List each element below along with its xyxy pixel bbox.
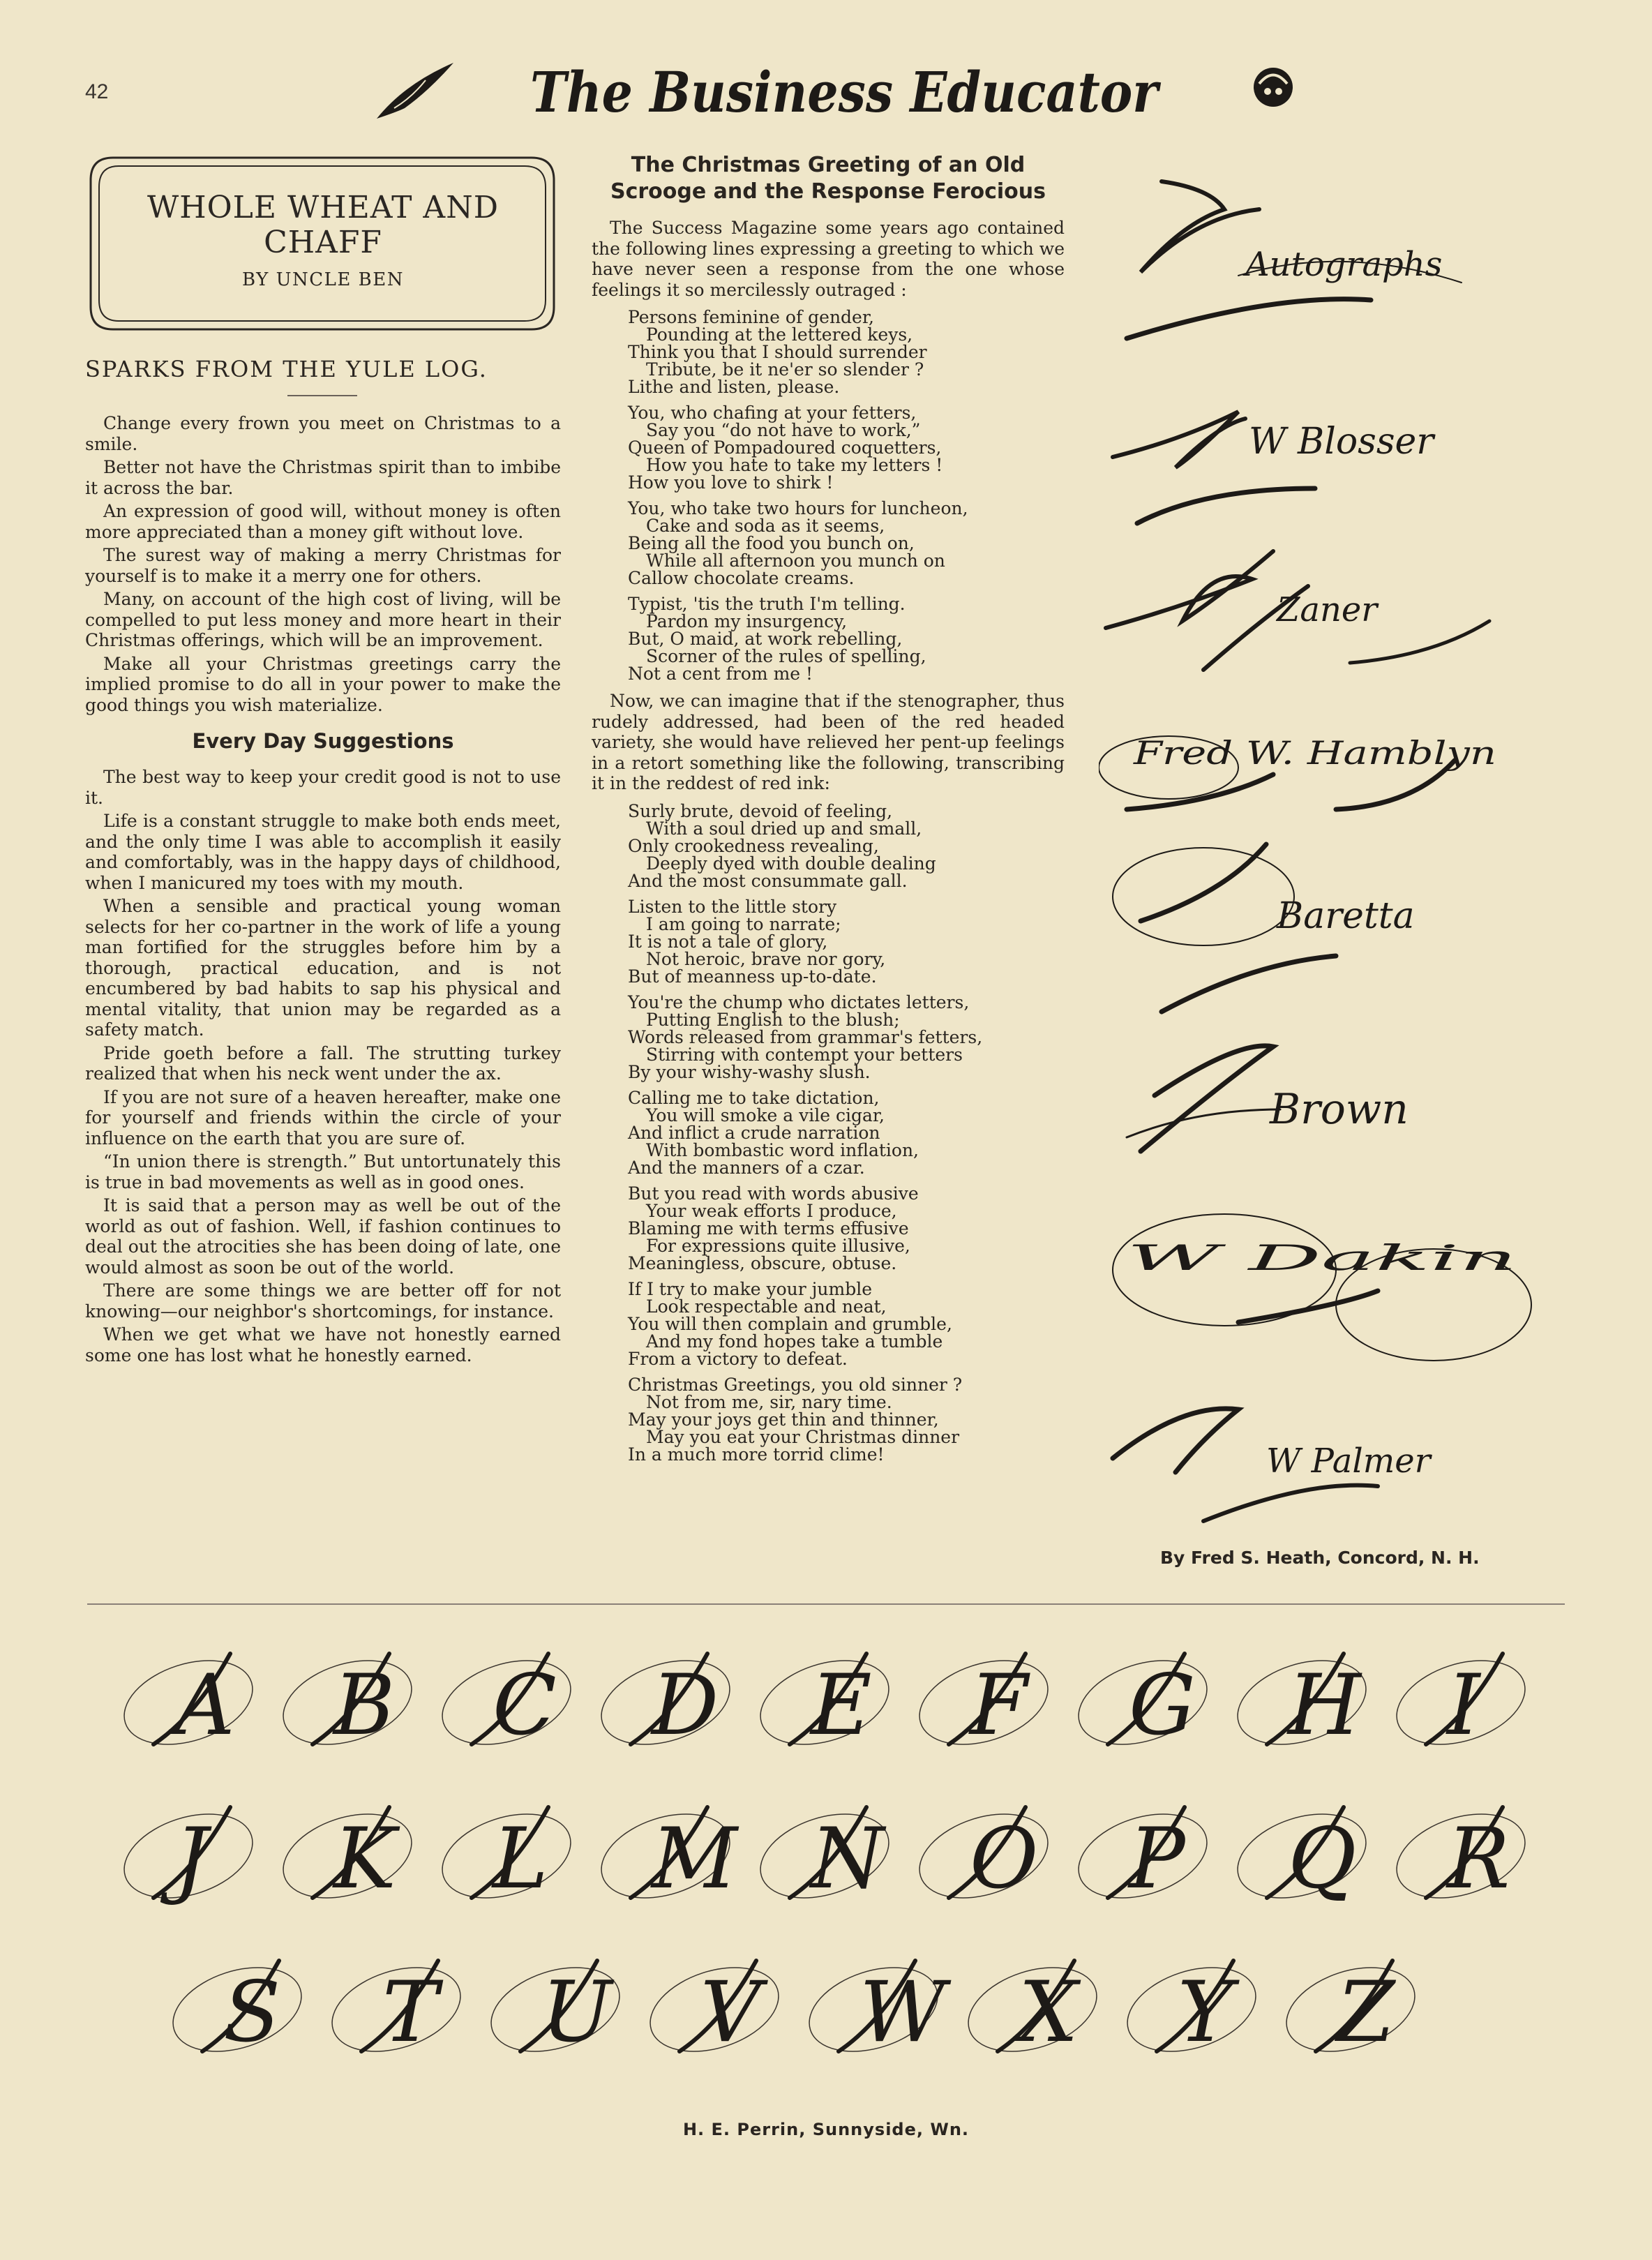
poem-line: Callow chocolate creams. bbox=[628, 568, 855, 588]
poem-line: You will then complain and grumble, bbox=[628, 1313, 952, 1334]
poem-line: Typist, 'tis the truth I'm telling. bbox=[628, 594, 906, 614]
paragraph: If you are not sure of a heaven hereafter, make one for yourself and friends within the circle of your influence on the earth that you are sure of. bbox=[85, 1086, 561, 1148]
poem-line: Not a cent from me ! bbox=[628, 664, 813, 684]
paragraph: The surest way of making a merry Christmas for yourself is to make it a merry one for others. bbox=[85, 545, 561, 586]
paragraph: Many, on account of the high cost of living, will be compelled to put less money and more heart in their Christmas offerings, which will be an improvement. bbox=[85, 589, 561, 650]
poem-line: You will smoke a vile cigar, bbox=[646, 1105, 885, 1125]
poem-line: And the most consummate gall. bbox=[628, 870, 908, 891]
poem-line: Persons feminine of gender, bbox=[628, 307, 874, 327]
column-christmas-greeting bbox=[592, 152, 1065, 1463]
poem-line: And the manners of a czar. bbox=[628, 1157, 865, 1178]
paragraph: Make all your Christmas greetings carry the implied promise to do all in your power to make the good things you wish materialize. bbox=[85, 653, 561, 715]
poem-line: It is not a tale of glory, bbox=[628, 931, 828, 952]
poem-line: You, who take two hours for luncheon, bbox=[628, 498, 968, 518]
letter-glyph: J bbox=[174, 1811, 209, 1908]
capital-letter-z bbox=[1276, 1952, 1426, 2066]
poem-line: Not from me, sir, nary time. bbox=[646, 1391, 892, 1412]
poem-line: Meaningless, obscure, obtuse. bbox=[628, 1252, 897, 1273]
alphabet-credit: H. E. Perrin, Sunnyside, Wn. bbox=[682, 2120, 970, 2139]
masthead bbox=[363, 42, 1339, 133]
poem-stanza bbox=[628, 1376, 1065, 1463]
poem-stanza bbox=[628, 1280, 1065, 1368]
middle-paragraph: Now, we can imagine that if the stenographer, thus rudely addressed, had been of the red headed variety, she would have relieved her pent-up feelings in a retort something like the following, transcribing it in the reddest of red ink: bbox=[592, 691, 1065, 793]
poem-line: Blaming me with terms effusive bbox=[628, 1218, 909, 1238]
poem-line: And inflict a crude narration bbox=[628, 1122, 880, 1143]
letter-glyph: T bbox=[382, 1964, 439, 2061]
letter-glyph: H bbox=[1288, 1657, 1361, 1754]
signature-hamblyn bbox=[1099, 734, 1496, 809]
poem-line: In a much more torrid clime! bbox=[628, 1444, 885, 1465]
letter-glyph: B bbox=[333, 1657, 396, 1754]
poem-line: But of meanness up-to-date. bbox=[628, 966, 877, 987]
paragraph: The best way to keep your credit good is not to use it. bbox=[85, 767, 561, 808]
poem-title: The Christmas Greeting of an Old Scrooge and the Response Ferocious bbox=[610, 153, 1046, 204]
letter-glyph: D bbox=[652, 1657, 719, 1754]
letter-glyph: O bbox=[970, 1811, 1039, 1908]
poem-line: You're the chump who dictates letters, bbox=[628, 991, 970, 1012]
capital-letter-v bbox=[640, 1952, 790, 2066]
letter-glyph: Q bbox=[1288, 1811, 1357, 1908]
paragraph: It is said that a person may as well be out of the world as out of fashion. Well, if fashion continues to deal out the atrocities she has been doing of late, one would almost as soon be out of the world. bbox=[85, 1195, 561, 1278]
poem-line: You, who chafing at your fetters, bbox=[628, 403, 917, 423]
paragraph: Life is a constant struggle to make both ends meet, and the only time I was able to accomplish it easily and comfortably, was in the happy days of childhood, when I manicured my toes with my mouth. bbox=[85, 811, 561, 893]
signature-baretta bbox=[1113, 844, 1415, 1012]
signatures-credit: By Fred S. Heath, Concord, N. H. bbox=[1160, 1548, 1480, 1568]
quill-icon bbox=[377, 63, 453, 119]
letter-glyph: X bbox=[1019, 1964, 1079, 2061]
poem-line: If I try to make your jumble bbox=[628, 1278, 873, 1299]
column-whole-wheat bbox=[85, 152, 561, 1368]
paragraph: There are some things we are better off for not knowing—our neighbor's shortcomings, for instance. bbox=[85, 1280, 561, 1322]
svg-text:Zaner: Zaner bbox=[1277, 590, 1378, 629]
poem-stanza bbox=[628, 595, 1065, 682]
capital-letter-m bbox=[591, 1799, 741, 1913]
alphabet-drawing bbox=[112, 1633, 1577, 2093]
paragraph: Change every frown you meet on Christmas to a smile. bbox=[85, 413, 561, 454]
poem-line: By your wishy-washy slush. bbox=[628, 1061, 871, 1082]
ornamental-alphabet bbox=[112, 1633, 1577, 2093]
svg-text:Baretta: Baretta bbox=[1277, 895, 1415, 937]
title-box bbox=[85, 152, 561, 335]
svg-text:Brown: Brown bbox=[1270, 1085, 1409, 1134]
paragraph: When a sensible and practical young woman selects for her co-partner in the work of life a young man fortified for the struggles before him by a thorough, practical education, and is not encumbered by bad habits to sap his physical and mental vitality, that union may be regarded as a safety match. bbox=[85, 896, 561, 1040]
poem-line: I am going to narrate; bbox=[646, 913, 841, 934]
poem-part-two bbox=[592, 802, 1065, 1463]
signature-autographs bbox=[1127, 181, 1462, 338]
paragraph: An expression of good will, without money is often more appreciated than a money gift without love. bbox=[85, 501, 561, 542]
poem-line: Christmas Greetings, you old sinner ? bbox=[628, 1374, 963, 1395]
poem-line: Not heroic, brave nor gory, bbox=[646, 948, 886, 969]
capital-letter-b bbox=[273, 1645, 423, 1759]
letter-glyph: E bbox=[811, 1657, 872, 1754]
letter-glyph: G bbox=[1129, 1657, 1196, 1754]
paragraph: When we get what we have not honestly earned some one has lost what he honestly earned. bbox=[85, 1324, 561, 1365]
poem-line: With bombastic word inflation, bbox=[646, 1139, 919, 1160]
poem-line: May you eat your Christmas dinner bbox=[646, 1426, 960, 1447]
poem-line: Scorner of the rules of spelling, bbox=[646, 646, 926, 666]
poem-line: How you love to shirk ! bbox=[628, 472, 834, 493]
poem-line: Your weak efforts I produce, bbox=[646, 1200, 897, 1221]
poem-line: But you read with words abusive bbox=[628, 1183, 919, 1204]
poem-stanza bbox=[628, 308, 1065, 396]
signature-dakin bbox=[1113, 1214, 1531, 1361]
poem-line: Queen of Pompadoured coquetters, bbox=[628, 437, 942, 458]
masthead-title: The Business Educator bbox=[530, 59, 1162, 125]
signature-blosser bbox=[1113, 412, 1436, 523]
svg-text:W Blosser: W Blosser bbox=[1249, 421, 1434, 463]
poem-line: Being all the food you bunch on, bbox=[628, 533, 915, 553]
masthead-logo bbox=[363, 42, 1339, 133]
capital-letter-l bbox=[432, 1799, 582, 1913]
poem-line: Look respectable and neat, bbox=[646, 1296, 887, 1317]
capital-letter-p bbox=[1068, 1799, 1218, 1913]
poem-line: May your joys get thin and thinner, bbox=[628, 1409, 939, 1430]
letter-glyph: M bbox=[652, 1811, 737, 1908]
capital-letter-q bbox=[1227, 1799, 1377, 1913]
svg-text:Fred W. Hamblyn: Fred W. Hamblyn bbox=[1132, 734, 1496, 772]
letter-glyph: N bbox=[811, 1811, 884, 1908]
poem-line: Putting English to the blush; bbox=[646, 1009, 900, 1030]
divider bbox=[287, 395, 357, 396]
poem-stanza bbox=[628, 1185, 1065, 1272]
subsection-title: Every Day Suggestions bbox=[192, 729, 454, 753]
signature-zaner bbox=[1106, 551, 1489, 670]
poem-line: Calling me to take dictation, bbox=[628, 1087, 880, 1108]
poem-stanza bbox=[628, 898, 1065, 985]
page-number: 42 bbox=[85, 80, 109, 103]
letter-glyph: L bbox=[493, 1811, 548, 1908]
capital-letter-h bbox=[1227, 1645, 1377, 1759]
letter-glyph: A bbox=[174, 1657, 235, 1754]
poem-line: Lithe and listen, please. bbox=[628, 377, 840, 397]
capital-letter-w bbox=[799, 1952, 952, 2066]
capital-letter-k bbox=[273, 1799, 423, 1913]
letter-glyph: U bbox=[541, 1964, 613, 2061]
poem-line: Cake and soda as it seems, bbox=[646, 516, 885, 536]
poem-line: Pardon my insurgency, bbox=[646, 611, 848, 631]
capital-letter-c bbox=[432, 1645, 582, 1759]
svg-text:W Palmer: W Palmer bbox=[1266, 1442, 1431, 1481]
poem-stanza bbox=[628, 500, 1065, 587]
letter-glyph: R bbox=[1447, 1811, 1510, 1908]
capital-letter-n bbox=[750, 1799, 900, 1913]
poem-line: And my fond hopes take a tumble bbox=[646, 1331, 943, 1352]
paragraph: “In union there is strength.” But untortunately this is true in bad movements as well as in good ones. bbox=[85, 1151, 561, 1192]
poem-line: Think you that I should surrender bbox=[628, 342, 927, 362]
capital-letter-a bbox=[114, 1645, 264, 1759]
letter-glyph: S bbox=[223, 1964, 281, 2061]
box-byline: BY UNCLE BEN bbox=[242, 269, 404, 290]
signature-specimens bbox=[1099, 160, 1559, 1584]
letter-glyph: F bbox=[970, 1657, 1028, 1754]
capital-letter-d bbox=[591, 1645, 741, 1759]
section-title: SPARKS FROM THE YULE LOG. bbox=[85, 356, 488, 382]
capital-letter-f bbox=[909, 1645, 1059, 1759]
capital-letter-e bbox=[750, 1645, 900, 1759]
capital-letter-i bbox=[1386, 1645, 1536, 1759]
poem-line: From a victory to defeat. bbox=[628, 1348, 848, 1369]
letter-glyph: V bbox=[700, 1964, 761, 2061]
capital-letter-o bbox=[909, 1799, 1059, 1913]
emblem-icon bbox=[1254, 68, 1293, 107]
poem-stanza bbox=[628, 991, 1065, 1082]
letter-glyph: Z bbox=[1337, 1964, 1395, 2061]
poem-line: While all afternoon you munch on bbox=[646, 551, 945, 571]
letter-glyph: P bbox=[1129, 1811, 1185, 1908]
capital-letter-g bbox=[1068, 1645, 1218, 1759]
signature-brown bbox=[1127, 1046, 1409, 1151]
poem-line: For expressions quite illusive, bbox=[646, 1235, 910, 1256]
capital-letter-x bbox=[958, 1952, 1108, 2066]
signatures-drawing bbox=[1099, 160, 1559, 1549]
letter-glyph: I bbox=[1447, 1657, 1480, 1754]
poem-line: Say you “do not have to work,” bbox=[646, 420, 921, 440]
poem-line: Words released from grammar's fetters, bbox=[628, 1026, 983, 1047]
letter-glyph: C bbox=[493, 1657, 557, 1754]
svg-text:Autographs: Autographs bbox=[1245, 245, 1443, 284]
svg-text:W Dakin: W Dakin bbox=[1127, 1238, 1517, 1278]
letter-glyph: W bbox=[859, 1964, 946, 2061]
letter-glyph: K bbox=[333, 1811, 396, 1908]
poem-line: Only crookedness revealing, bbox=[628, 835, 879, 856]
capital-letter-j bbox=[114, 1799, 264, 1913]
intro-paragraph: The Success Magazine some years ago contained the following lines expressing a greeting to which we have never seen a response from the one whose feelings it so mercilessly outraged : bbox=[592, 218, 1065, 300]
poem-line: Deeply dyed with double dealing bbox=[646, 853, 936, 874]
letter-glyph: Y bbox=[1178, 1964, 1233, 2061]
poem-line: But, O maid, at work rebelling, bbox=[628, 629, 903, 649]
poem-line: Surly brute, devoid of feeling, bbox=[628, 800, 893, 821]
poem-line: Listen to the little story bbox=[628, 896, 837, 917]
paragraph: Pride goeth before a fall. The strutting turkey realized that when his neck went under the ax. bbox=[85, 1042, 561, 1084]
poem-stanza bbox=[628, 404, 1065, 491]
capital-letter-u bbox=[481, 1952, 631, 2066]
section-divider bbox=[87, 1603, 1565, 1605]
box-title: WHOLE WHEAT AND CHAFF bbox=[147, 190, 499, 260]
poem-line: Stirring with contempt your betters bbox=[646, 1044, 963, 1065]
capital-letter-r bbox=[1386, 1799, 1536, 1913]
poem-line: With a soul dried up and small, bbox=[646, 818, 922, 839]
poem-line: Pounding at the lettered keys, bbox=[646, 324, 913, 345]
poem-part-one bbox=[592, 308, 1065, 682]
poem-stanza bbox=[628, 1089, 1065, 1176]
poem-line: Tribute, be it ne'er so slender ? bbox=[646, 359, 924, 380]
poem-line: How you hate to take my letters ! bbox=[646, 455, 943, 475]
poem-stanza bbox=[628, 802, 1065, 890]
paragraph: Better not have the Christmas spirit than to imbibe it across the bar. bbox=[85, 457, 561, 498]
signature-palmer bbox=[1113, 1409, 1433, 1521]
capital-letter-y bbox=[1117, 1952, 1267, 2066]
capital-letter-t bbox=[322, 1952, 472, 2066]
capital-letter-s bbox=[163, 1952, 313, 2066]
